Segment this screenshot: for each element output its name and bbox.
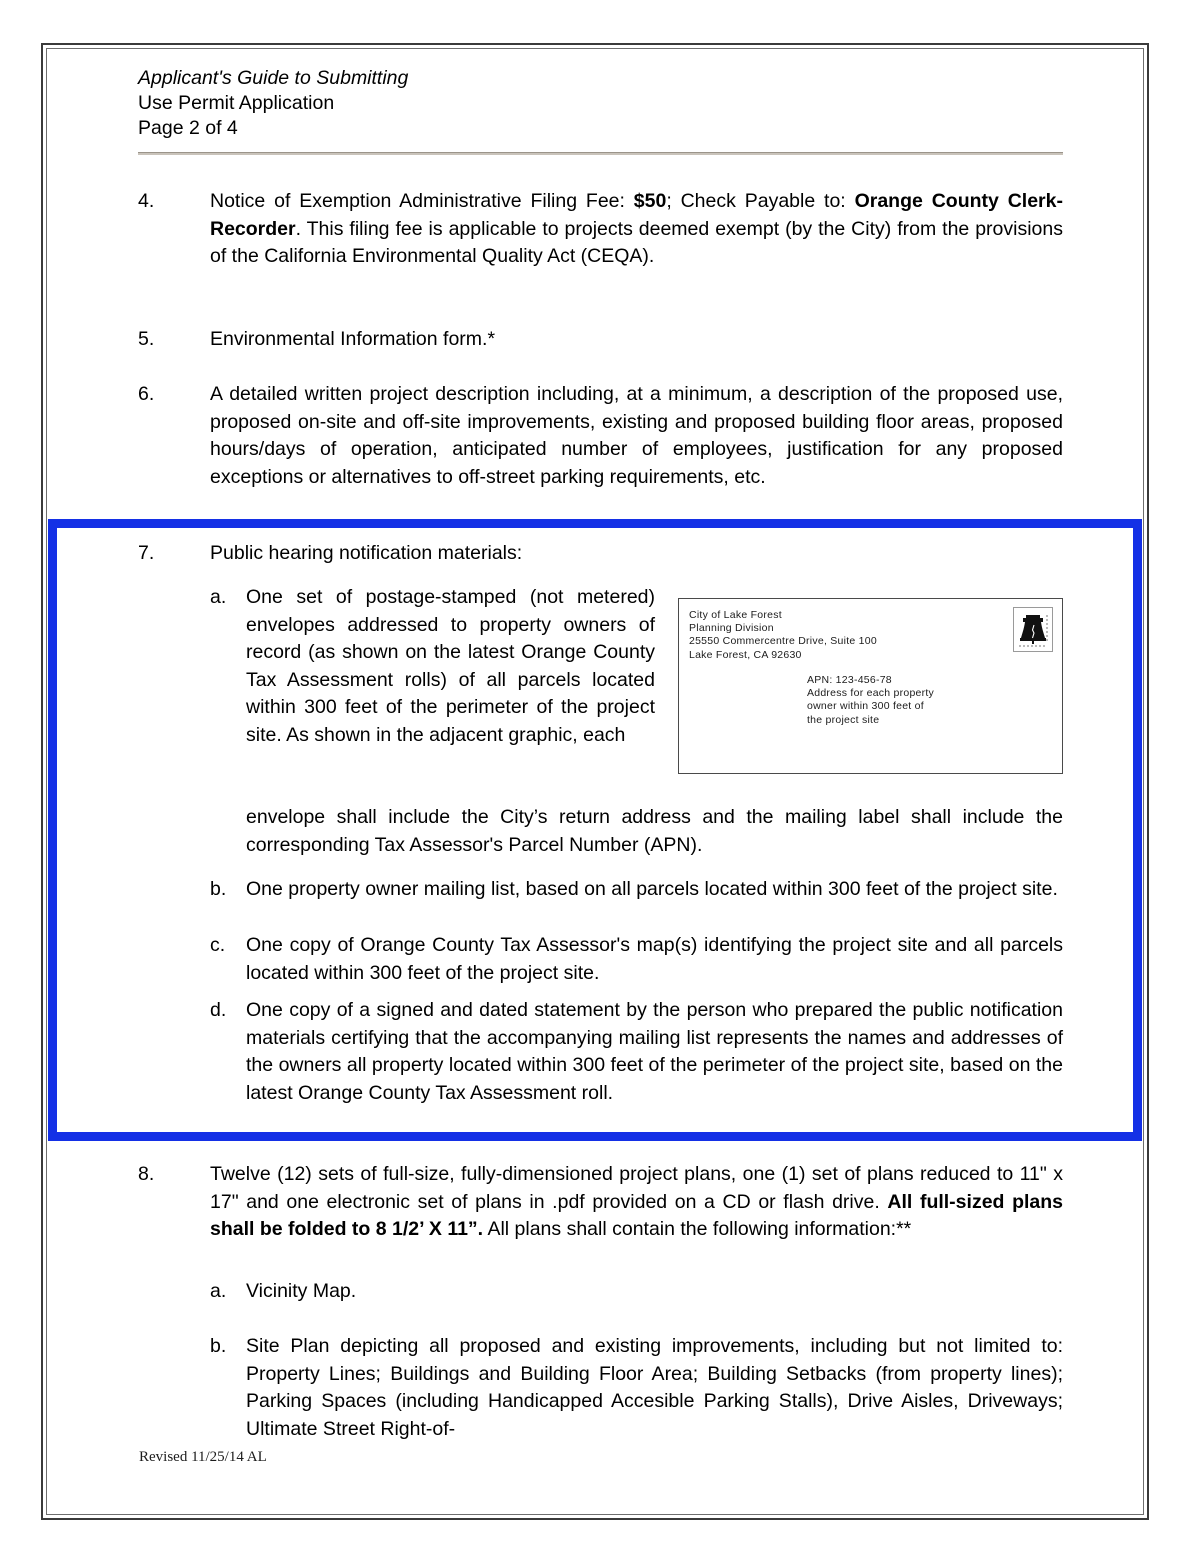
list-item-7b [210, 876, 1063, 904]
list-item-8b [210, 1333, 1063, 1443]
list-item-7c-label: c. [210, 934, 226, 956]
list-item-6-text: A detailed written project description including, at a minimum, a description of the proposed use, proposed on-site and off-site improvements, existing and proposed building floor areas, proposed hours/days of operation, anticipated number of employees, justification for any proposed exceptions or alternatives to off-street parking requirements, etc. [210, 383, 1063, 488]
list-item-4 [138, 188, 1063, 271]
list-item-8a [210, 1278, 1063, 1306]
item4-text-b: ; Check Payable to: [666, 190, 855, 212]
list-item-7a-continued [246, 804, 1063, 859]
list-item-8-text [210, 1161, 1063, 1244]
header-title-line: Applicant's Guide to Submitting [138, 67, 409, 89]
item8-text-b: All plans shall contain the following information:** [483, 1218, 912, 1240]
list-item-7a-continued-text: envelope shall include the City’s return address and the mailing label shall include the corresponding Tax Assessor's Parcel Number (APN). [246, 806, 1063, 856]
list-item-6-number: 6. [138, 383, 155, 405]
envelope-apn-line: APN: 123-456-78 [807, 674, 892, 686]
item8-text-a: Twelve (12) sets of full-size, fully-dimensioned project plans, one (1) set of plans reduced to 11" x 17" and one electronic set of plans in .pdf provided on a CD or flash drive. [210, 1163, 1063, 1213]
list-item-7a-text: One set of postage-stamped (not metered) envelopes addressed to property owners of record (as shown on the latest Orange County Tax Assessment rolls) of all parcels located within 300 feet of the perimeter of the project site. As shown in the adjacent graphic, each [246, 586, 655, 746]
list-item-7d [210, 997, 1063, 1107]
envelope-return-line-3: 25550 Commercentre Drive, Suite 100 [689, 635, 877, 648]
list-item-7b-text: One property owner mailing list, based on all parcels located within 300 feet of the project site. [246, 878, 1058, 900]
liberty-bell-stamp-icon [1013, 607, 1053, 652]
list-item-5 [138, 326, 1063, 354]
list-item-7c [210, 932, 1063, 987]
envelope-return-line-2: Planning Division [689, 622, 774, 635]
list-item-8a-text: Vicinity Map. [246, 1280, 357, 1302]
document-footer-revision: Revised 11/25/14 AL [139, 1449, 267, 1465]
list-item-7-number: 7. [138, 542, 155, 564]
list-item-7d-text: One copy of a signed and dated statement by the person who prepared the public notification materials certifying that the accompanying mailing list represents the names and addresses of the owners all property located within 300 feet of the perimeter of the project site, based on the latest Orange County Tax Assessment roll. [246, 999, 1063, 1104]
list-item-4-number: 4. [138, 190, 155, 212]
list-item-7b-label: b. [210, 878, 227, 900]
list-item-7d-label: d. [210, 999, 227, 1021]
envelope-return-line-4: Lake Forest, CA 92630 [689, 648, 802, 661]
list-item-5-number: 5. [138, 328, 155, 350]
list-item-8a-label: a. [210, 1280, 227, 1302]
list-item-8-number: 8. [138, 1163, 155, 1185]
envelope-address-line-3: owner within 300 feet of [807, 700, 924, 713]
item4-text-c: . This filing fee is applicable to projects deemed exempt (by the City) from the provisions of the California Environmental Quality Act (CEQA). [210, 217, 1063, 267]
envelope-return-address [689, 609, 877, 662]
list-item-6 [138, 381, 1063, 491]
list-item-5-text: Environmental Information form.* [210, 328, 496, 350]
envelope-graphic [678, 598, 1063, 774]
envelope-address-line-2: Address for each property [807, 687, 935, 700]
item8-fold-requirement: All full-sized plans shall be folded to 8 1/2’ X 11”. [210, 1190, 1064, 1240]
header-divider-rule [138, 152, 1063, 155]
list-item-7c-text: One copy of Orange County Tax Assessor's map(s) identifying the project site and all parcels located within 300 feet of the project site. [246, 934, 1063, 984]
list-item-8 [138, 1161, 1063, 1244]
item4-payee-name: Orange County Clerk-Recorder [210, 190, 1063, 240]
header-subtitle-line: Use Permit Application [138, 92, 335, 114]
envelope-address-line-4: the project site [807, 713, 880, 726]
document-header [138, 66, 1068, 141]
list-item-7a [210, 584, 655, 749]
item4-text-a: Notice of Exemption Administrative Filing Fee: [210, 190, 634, 212]
list-item-7 [138, 540, 1063, 568]
envelope-return-line-1: City of Lake Forest [689, 609, 782, 621]
list-item-4-text [210, 188, 1063, 271]
list-item-7a-label: a. [210, 586, 227, 608]
header-page-number: Page 2 of 4 [138, 117, 238, 139]
envelope-mailing-label [807, 674, 934, 727]
list-item-8b-text: Site Plan depicting all proposed and existing improvements, including but not limited to: Property Lines; Buildings and Building Floor Area; Building Setbacks (from property lines); Parking Spaces (including Handicapped Accesible Parking Stalls), Drive Aisles, Driveways; Ultimate Street Right-of- [246, 1335, 1063, 1440]
item4-fee-amount: $50 [633, 190, 667, 212]
list-item-7-text: Public hearing notification materials: [210, 542, 523, 564]
list-item-8b-label: b. [210, 1335, 227, 1357]
